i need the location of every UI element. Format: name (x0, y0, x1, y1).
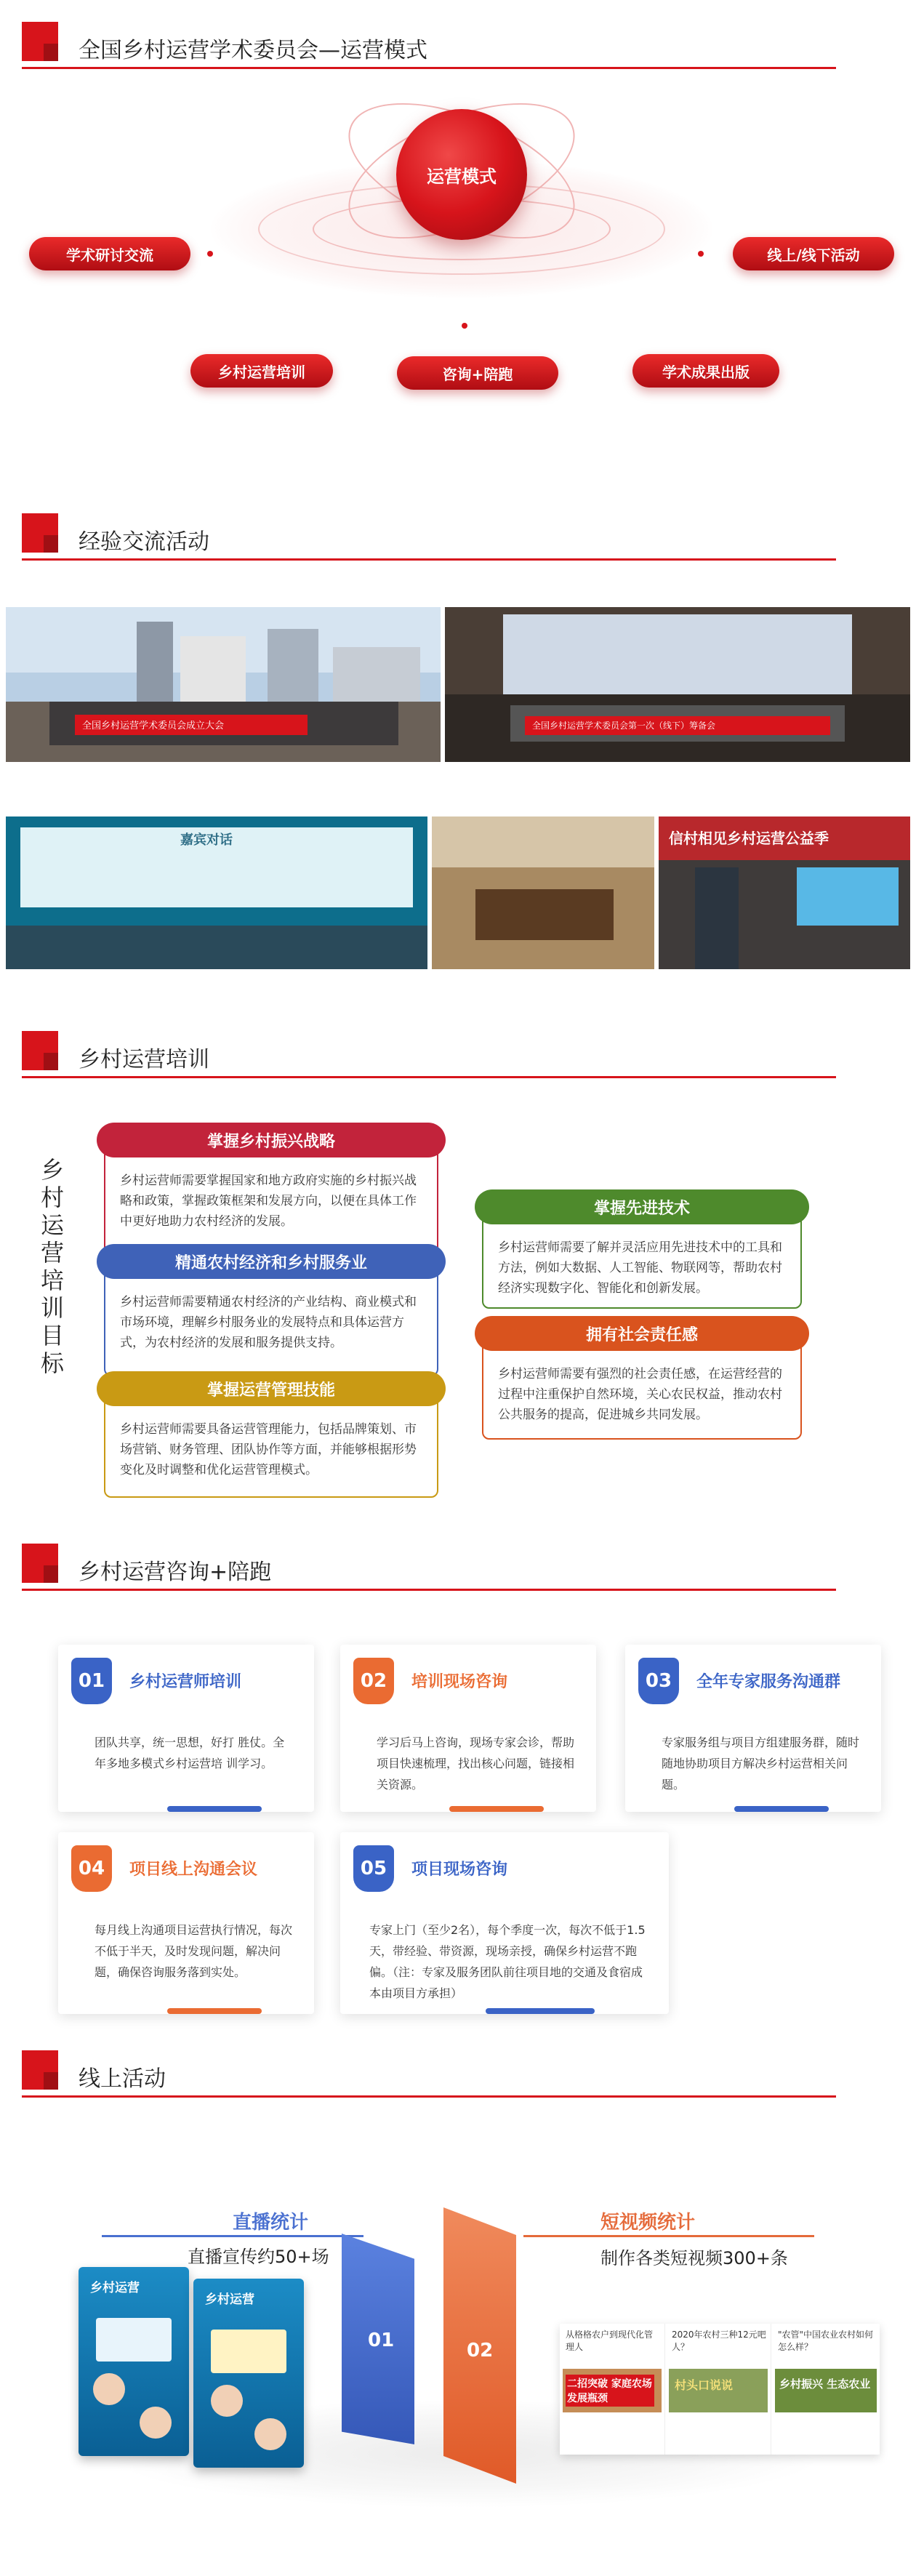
card-text: 乡村运营师需要精通农村经济的产业结构、商业模式和市场环境，理解乡村服务业的发展特点和具体运营方式，为农村经济的发展和服务提供支持。 (120, 1295, 417, 1350)
divider (22, 1589, 836, 1591)
model-node-left: 学术研讨交流 (29, 237, 190, 270)
online-stats (58, 2181, 874, 2516)
step-number: 02 (353, 1658, 394, 1704)
consult-box (625, 1645, 881, 1812)
photo-group-outdoor (6, 607, 441, 762)
avatar (254, 2418, 286, 2450)
section-title: 线上活动 (79, 2066, 166, 2092)
accent-bar (486, 2008, 595, 2014)
training-card (482, 1199, 802, 1309)
avatar (211, 2385, 243, 2417)
flag-icon (22, 1544, 58, 1583)
live-underline (102, 2235, 363, 2237)
photo-group-indoor (445, 607, 910, 762)
panel-text: 嘉宾对话 (180, 832, 233, 848)
step-title: 培训现场咨询 (411, 1673, 508, 1691)
model-node-right: 线上/线下活动 (733, 237, 894, 270)
step-title: 项目现场咨询 (411, 1861, 508, 1879)
section-title: 经验交流活动 (79, 529, 209, 555)
consult-box (340, 1645, 596, 1812)
photo-panel-forum (6, 816, 427, 969)
section-header-training (22, 1031, 836, 1082)
flag-icon (22, 1031, 58, 1070)
step-text: 学习后马上咨询，现场专家会诊，帮助项目快速梳理，找出核心问题，链接相关资源。 (377, 1736, 575, 1791)
dot (698, 251, 704, 257)
step-text: 专家服务组与项目方组建服务群，随时随地协助项目方解决乡村运营相关问题。 (662, 1736, 860, 1791)
training-card (104, 1253, 438, 1376)
section-header-model (22, 22, 836, 73)
section-title: 乡村运营咨询+陪跑 (79, 1560, 272, 1585)
live-title: 直播统计 (233, 2212, 309, 2234)
step-number: 04 (71, 1845, 112, 1892)
step-title: 乡村运营师培训 (129, 1673, 242, 1691)
video-thumb (666, 2324, 771, 2455)
consult-box (340, 1832, 669, 2014)
step-number: 03 (638, 1658, 679, 1704)
step-text: 团队共享，统一思想，好打 胜仗。全年多地多模式乡村运营培 训学习。 (95, 1736, 285, 1770)
model-node-bottom: 咨询+陪跑 (397, 356, 558, 390)
video-thumb (772, 2324, 880, 2455)
video-thumbs (560, 2324, 880, 2455)
card-text: 乡村运营师需要有强烈的社会责任感，在运营经营的过程中注重保护自然环境，关心农民权益，推动农村公共服务的提高，促进城乡共同发展。 (498, 1367, 782, 1422)
flag-icon (22, 513, 58, 553)
live-poster (193, 2279, 304, 2468)
thumb-banner: 村头口说说 (675, 2378, 734, 2392)
divider (22, 1076, 836, 1078)
dot (462, 323, 467, 329)
thumb-title: "农管"中国农业农村如何怎么样？ (778, 2330, 874, 2352)
photo-meeting-room (432, 816, 654, 969)
thumb-title: 2020年农村三种12元吧人？ (672, 2330, 766, 2352)
section-title: 乡村运营培训 (79, 1047, 209, 1072)
thumb-title: 从格格农户到现代化管理人 (566, 2330, 654, 2352)
photo-speaker (659, 816, 910, 969)
live-sub: 直播宣传约50+场 (188, 2247, 329, 2267)
step-text: 专家上门（至少2名），每个季度一次，每次不低于1.5天，带经验、带资源，现场亲授，确保乡村运营不跑偏。（注：专家及服务团队前往项目地的交通及食宿成本由项目方承担） (369, 1923, 646, 2000)
thumb-banner: 乡村振兴 生态农业 (779, 2378, 871, 2391)
flag-icon (22, 2050, 58, 2090)
card-text: 乡村运营师需要具备运营管理能力，包括品牌策划、市场营销、财务管理、团队协作等方面，并能够根据形势变化及时调整和优化运营管理模式。 (120, 1422, 417, 1477)
divider (22, 67, 836, 69)
divider (22, 2095, 836, 2098)
card-text: 乡村运营师需要了解并灵活应用先进技术中的工具和方法，例如大数据、人工智能、物联网等，帮助农村经济实现数字化、智能化和创新发展。 (498, 1240, 782, 1296)
dot (207, 251, 213, 257)
step-text: 每月线上沟通项目运营执行情况，每次不低于半天，及时发现问题，解决问题，确保咨询服务落到实处。 (95, 1923, 293, 1979)
model-node-bottom: 学术成果出版 (632, 354, 779, 388)
center-sphere: 运营模式 (396, 109, 527, 240)
accent-bar (167, 1806, 262, 1812)
step-title: 项目线上沟通会议 (129, 1861, 258, 1879)
card-text: 乡村运营师需要掌握国家和地方政府实施的乡村振兴战略和政策，掌握政策框架和发展方向，以便在具体工作中更好地助力农村经济的发展。 (120, 1173, 417, 1229)
section-header-consult (22, 1544, 836, 1594)
step-number: 05 (353, 1845, 394, 1892)
poster-panel (211, 2330, 286, 2373)
training-card (104, 1381, 438, 1498)
poster-brand: 乡村运营 (90, 2281, 140, 2295)
thumb-banner: 二招突破 家庭农场发展瓶颈 (566, 2375, 654, 2407)
poster-brand: 乡村运营 (205, 2292, 254, 2307)
accent-bar (449, 1806, 544, 1812)
video-thumb (560, 2324, 665, 2455)
video-sub: 制作各类短视频300+条 (600, 2248, 788, 2268)
avatar (140, 2407, 172, 2439)
section-header-exchange (22, 513, 836, 564)
poster-panel (96, 2318, 172, 2362)
banner-text: 全国乡村运营学术委员会第一次（线下）筹备会 (532, 721, 716, 731)
video-underline (523, 2235, 814, 2237)
video-panel-number: 02 (467, 2340, 494, 2362)
card-title: 拥有社会责任感 (475, 1316, 809, 1351)
banner-text: 全国乡村运营学术委员会成立大会 (82, 721, 225, 731)
accent-bar (734, 1806, 829, 1812)
consult-box (58, 1645, 314, 1812)
training-card (104, 1132, 438, 1255)
card-title: 掌握运营管理技能 (97, 1371, 446, 1406)
avatar (93, 2373, 125, 2405)
section-header-online (22, 2050, 836, 2101)
banner-text: 信村相见乡村运营公益季 (669, 830, 829, 847)
model-node-bottom: 乡村运营培训 (190, 354, 333, 388)
card-title: 掌握先进技术 (475, 1189, 809, 1224)
step-title: 全年专家服务沟通群 (696, 1673, 841, 1691)
live-poster (79, 2267, 189, 2456)
accent-bar (167, 2008, 262, 2014)
live-panel-number: 01 (368, 2330, 395, 2351)
step-number: 01 (71, 1658, 112, 1704)
training-card (482, 1325, 802, 1440)
video-title: 短视频统计 (600, 2212, 696, 2234)
consult-box (58, 1832, 314, 2014)
flag-icon (22, 22, 58, 61)
card-title: 掌握乡村振兴战略 (97, 1123, 446, 1157)
divider (22, 558, 836, 561)
training-goal-title: 乡村运营培训目标 (40, 1156, 64, 1377)
section-title: 全国乡村运营学术委员会—运营模式 (79, 38, 427, 63)
card-title: 精通农村经济和乡村服务业 (97, 1244, 446, 1279)
